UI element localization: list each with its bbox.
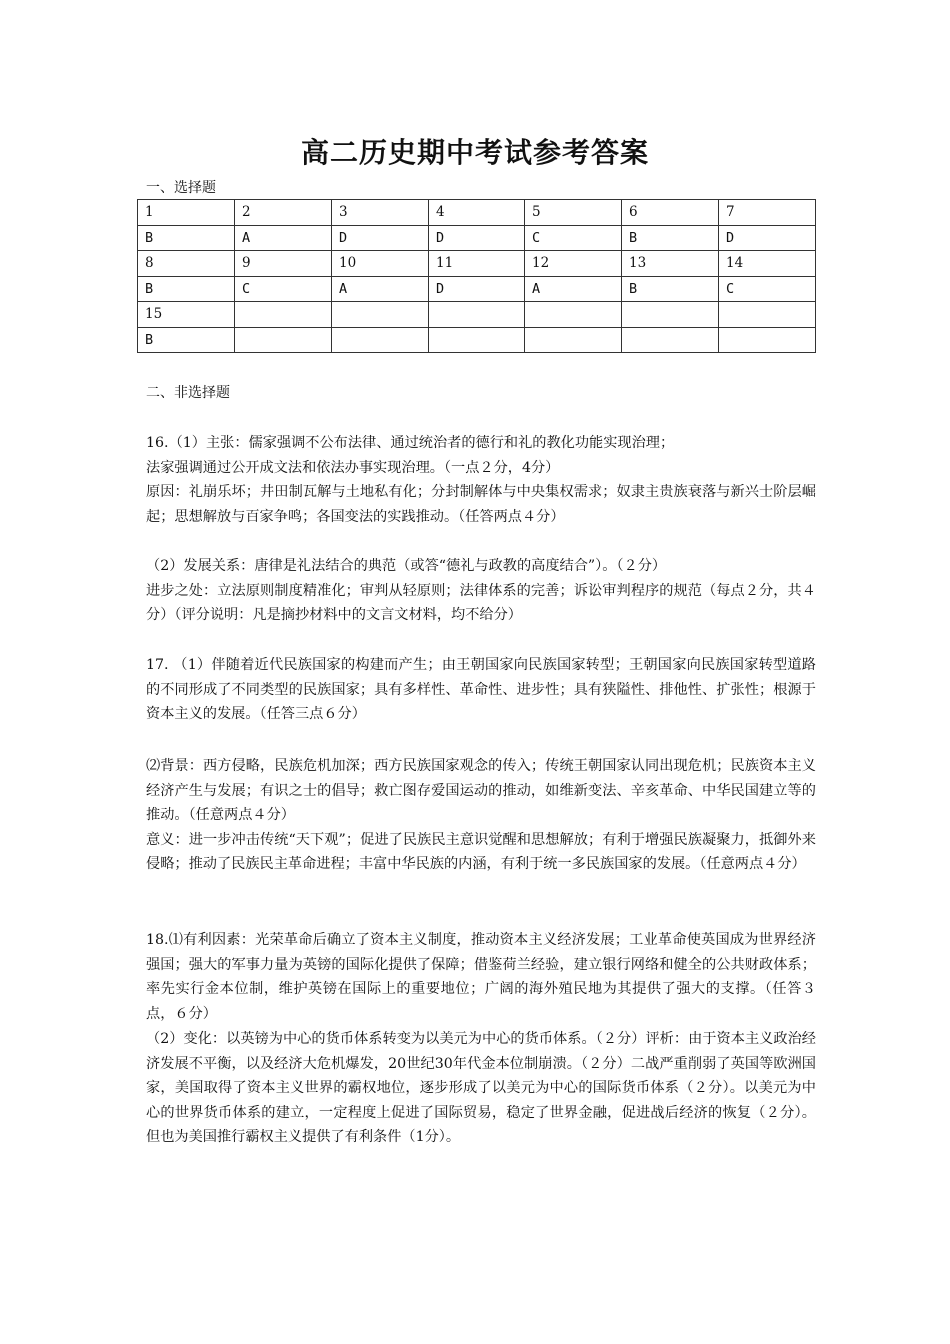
table-cell: D [719,225,816,251]
answer-paragraph: 16.（1）主张：儒家强调不公布法律、通过统治者的德行和礼的教化功能实现治理； [146,435,675,451]
table-row-answers [138,276,816,302]
answer-paragraph: 17. （1）伴随着近代民族国家的构建而产生；由王朝国家向民族国家转型；王朝国家向民族国家转型道路的不同形成了不同类型的民族国家；具有多样性、革命性、进步性；具有狭隘性、排他性、扩张性；根源于资本主义的发展。（任答三点６分） [146,657,816,722]
table-cell: 6 [622,200,719,226]
table-cell [719,302,816,328]
table-cell [429,327,525,353]
table-cell: 1 [138,200,235,226]
table-cell: 9 [235,251,332,277]
table-cell: 12 [525,251,622,277]
answer-paragraph: 18.⑴有利因素：光荣革命后确立了资本主义制度，推动资本主义经济发展；工业革命使英国成为世界经济强国；强大的军事力量为英镑的国际化提供了保障；借鉴荷兰经验，建立银行网络和健全的公共财政体系；率先实行金本位制，维护英镑在国际上的重要地位；广阔的海外殖民地为其提供了强大的支撑。（任答３点，６分） [146,932,816,1022]
answer-paragraph: （2）变化：以英镑为中心的货币体系转变为以美元为中心的货币体系。（２分）评析：由于资本主义政治经济发展不平衡，以及经济大危机爆发，20世纪30年代金本位制崩溃。（２分）二战严重削弱了英国等欧洲国家，美国取得了资本主义世界的霸权地位，逐步形成了以美元为中心的国际货币体系（２分）。以美元为中心的世界货币体系的建立，一定程度上促进了国际贸易，稳定了世界金融，促进战后经济的恢复（２分）。但也为美国推行霸权主义提供了有利条件（1分）。 [146,1031,816,1145]
table-row-question-numbers [138,251,816,277]
table-cell: C [525,225,622,251]
table-cell: B [622,276,719,302]
table-cell: A [235,225,332,251]
section-heading-choice: 一、选择题 [146,180,216,196]
table-cell: 8 [138,251,235,277]
table-cell [622,302,719,328]
answer-block-q18-part2 [146,1027,816,1150]
table-cell: 5 [525,200,622,226]
table-cell: D [429,225,525,251]
table-cell [719,327,816,353]
answer-block-q17-part2 [146,754,816,877]
answer-block-q18-part1 [146,928,816,1026]
table-cell: C [719,276,816,302]
table-cell: B [622,225,719,251]
table-cell: 11 [429,251,525,277]
table-cell [332,327,429,353]
table-row-answers [138,225,816,251]
table-cell: B [138,327,235,353]
table-cell: D [332,225,429,251]
table-cell: B [138,276,235,302]
answer-paragraph: ⑵背景：西方侵略，民族危机加深；西方民族国家观念的传入；传统王朝国家认同出现危机；民族资本主义经济产生与发展；有识之士的倡导；救亡图存爱国运动的推动，如维新变法、辛亥革命、中华民国建立等的推动。（任意两点４分） [146,758,816,823]
table-row-question-numbers [138,200,816,226]
table-cell: 13 [622,251,719,277]
table-cell [332,302,429,328]
answer-block-q16-part2 [146,554,816,628]
table-cell [429,302,525,328]
table-cell: A [525,276,622,302]
answer-block-q16-part1 [146,431,816,529]
table-cell: 10 [332,251,429,277]
answer-paragraph: 进步之处：立法原则制度精准化；审判从轻原则；法律体系的完善；诉讼审判程序的规范（每点２分，共４分）（评分说明：凡是摘抄材料中的文言文材料，均不给分） [146,582,816,623]
section-heading-non-choice: 二、非选择题 [146,385,230,401]
answer-paragraph: 意义：进一步冲击传统“天下观”；促进了民族民主意识觉醒和思想解放；有利于增强民族凝聚力，抵御外来侵略；推动了民族民主革命进程；丰富中华民族的内涵，有利于统一多民族国家的发展。（任意两点４分） [146,831,816,872]
table-cell: D [429,276,525,302]
table-cell: 14 [719,251,816,277]
table-cell: 7 [719,200,816,226]
table-cell: 4 [429,200,525,226]
answer-paragraph: 法家强调通过公开成文法和依法办事实现治理。（一点２分，4分） [146,459,560,476]
answer-block-q17-part1 [146,653,816,727]
choice-answer-table [137,199,816,353]
table-cell: 2 [235,200,332,226]
table-cell [235,302,332,328]
table-cell: B [138,225,235,251]
page-title: 高二历史期中考试参考答案 [300,136,649,169]
table-cell: A [332,276,429,302]
table-row-answers [138,327,816,353]
answer-paragraph: （2）发展关系：唐律是礼法结合的典范（或答“德礼与政教的高度结合”）。（２分） [146,558,667,574]
table-cell: C [235,276,332,302]
table-cell [525,302,622,328]
table-cell: 15 [138,302,235,328]
table-cell: 3 [332,200,429,226]
answer-paragraph: 原因：礼崩乐坏；井田制瓦解与土地私有化；分封制解体与中央集权需求；奴隶主贵族衰落与新兴士阶层崛起；思想解放与百家争鸣；各国变法的实践推动。（任答两点４分） [146,484,816,525]
table-cell [235,327,332,353]
table-cell [525,327,622,353]
table-row-question-numbers [138,302,816,328]
table-cell [622,327,719,353]
